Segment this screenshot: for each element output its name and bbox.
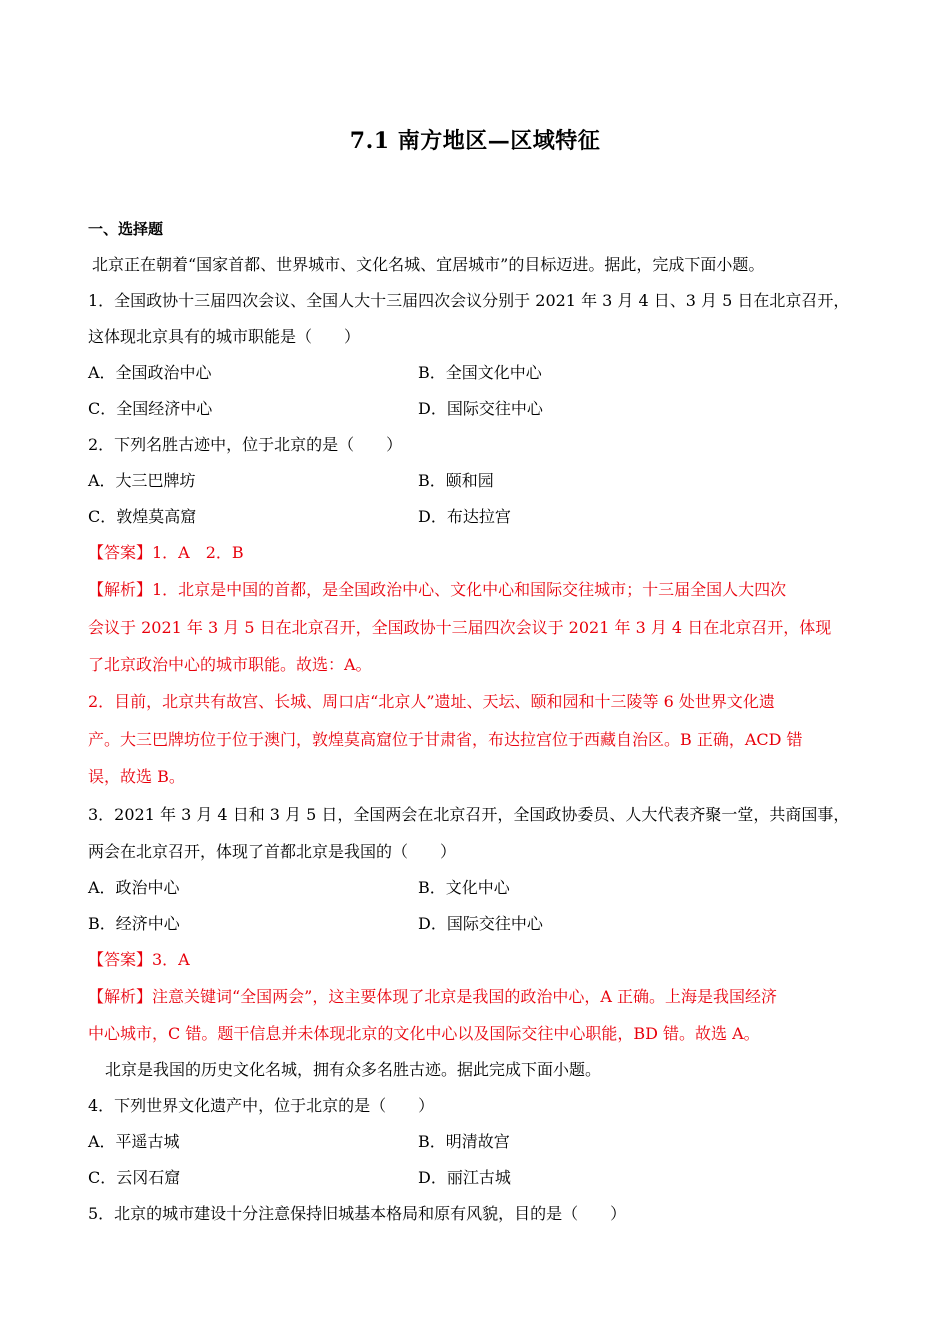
question-3-option-c: B．经济中心 — [88, 914, 180, 933]
explanation-1-line-3: 了北京政治中心的城市职能。故选：A。 — [88, 655, 372, 674]
question-5-line-1: 5．北京的城市建设十分注意保持旧城基本格局和原有风貌，目的是（ ） — [88, 1204, 627, 1223]
explanation-2-line-3: 误，故选 B。 — [88, 767, 185, 786]
intro-text-2: 北京是我国的历史文化名城，拥有众多名胜古迹。据此完成下面小题。 — [105, 1060, 602, 1079]
explanation-1-line-1: 【解析】1．北京是中国的首都，是全国政治中心、文化中心和国际交往城市；十三届全国人大四次 — [88, 580, 787, 599]
document-title: 7.1 南方地区—区域特征 — [349, 128, 601, 154]
explanation-2-line-1: 2．目前，北京共有故宫、长城、周口店“北京人”遗址、天坛、颐和园和十三陵等 6 处世界文化遗 — [88, 692, 775, 711]
explanation-1-line-2: 会议于 2021 年 3 月 5 日在北京召开，全国政协十三届四次会议于 2021 年 3 月 4 日在北京召开，体现 — [88, 618, 832, 637]
question-3-option-a: A．政治中心 — [88, 878, 180, 897]
question-4-option-c: C．云冈石窟 — [88, 1168, 181, 1187]
explanation-3-line-1: 【解析】注意关键词“全国两会”，这主要体现了北京是我国的政治中心，A 正确。上海是我国经济 — [88, 987, 778, 1006]
question-4-option-a: A．平遥古城 — [88, 1132, 180, 1151]
question-1-option-d: D．国际交往中心 — [418, 399, 543, 418]
question-1-option-c: C．全国经济中心 — [88, 399, 213, 418]
question-2-line-1: 2．下列名胜古迹中，位于北京的是（ ） — [88, 435, 403, 454]
question-2-option-b: B．颐和园 — [418, 471, 494, 490]
question-1-option-b: B．全国文化中心 — [418, 363, 542, 382]
intro-text-1: 北京正在朝着“国家首都、世界城市、文化名城、宜居城市”的目标迈进。据此，完成下面小题。 — [92, 255, 765, 274]
question-4-line-1: 4．下列世界文化遗产中，位于北京的是（ ） — [88, 1096, 435, 1115]
question-4-option-d: D．丽江古城 — [418, 1168, 511, 1187]
question-2-option-c: C．敦煌莫高窟 — [88, 507, 197, 526]
question-3-line-1: 3．2021 年 3 月 4 日和 3 月 5 日，全国两会在北京召开，全国政协委员、人大代表齐聚一堂，共商国事， — [88, 805, 850, 824]
answer-1-2: 【答案】1．A 2．B — [88, 543, 244, 562]
answer-3: 【答案】3．A — [88, 950, 190, 969]
question-1-line-1: 1．全国政协十三届四次会议、全国人大十三届四次会议分别于 2021 年 3 月 4 日、3 月 5 日在北京召开， — [88, 291, 850, 310]
question-1-line-2: 这体现北京具有的城市职能是（ ） — [88, 327, 361, 346]
question-3-option-b: B．文化中心 — [418, 878, 510, 897]
explanation-2-line-2: 产。大三巴牌坊位于位于澳门，敦煌莫高窟位于甘肃省，布达拉宫位于西藏自治区。B 正确，ACD 错 — [88, 730, 803, 749]
question-3-option-d: D．国际交往中心 — [418, 914, 543, 933]
question-3-line-2: 两会在北京召开，体现了首都北京是我国的（ ） — [88, 842, 457, 861]
question-1-option-a: A．全国政治中心 — [88, 363, 212, 382]
explanation-3-line-2: 中心城市，C 错。题干信息并未体现北京的文化中心以及国际交往中心职能，BD 错。故选 A。 — [88, 1024, 760, 1043]
question-4-option-b: B．明清故宫 — [418, 1132, 510, 1151]
question-2-option-a: A．大三巴牌坊 — [88, 471, 196, 490]
question-2-option-d: D．布达拉宫 — [418, 507, 511, 526]
section-heading: 一、选择题 — [88, 220, 164, 238]
